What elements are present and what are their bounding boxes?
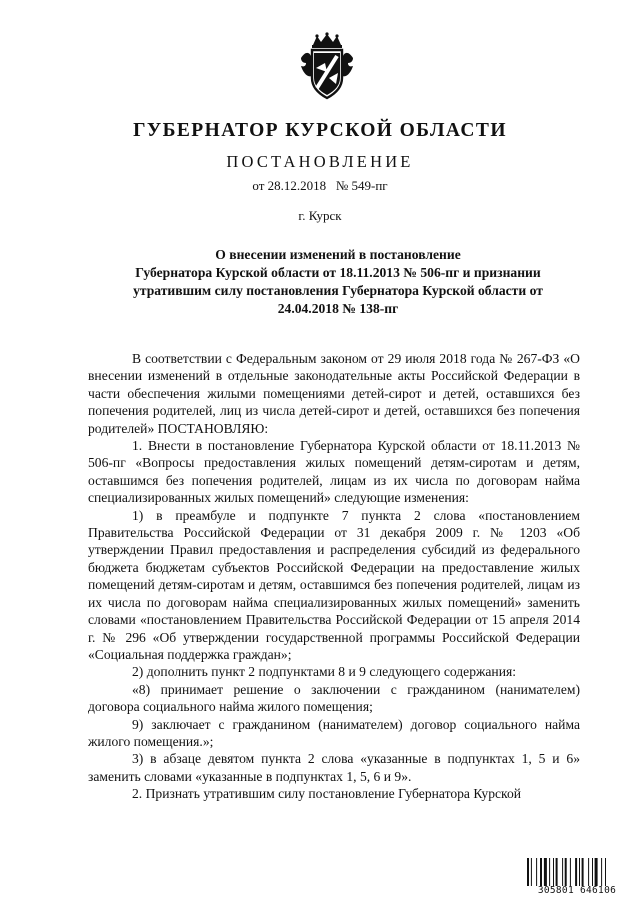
barcode-number: 305801 646106 [537,885,617,896]
body-paragraph: 1) в преамбуле и подпункте 7 пункта 2 слова «постановлением Правительства Российской Федерации от 31 декабря 2009 г. № 1203 «Об утверждении Правил предоставления и распределения субсидий из федерального бюджета бюджетам субъектов Российской Федерации на предоставление жилых помещений детям-сиротам и детям, оставшимся без попечения родителей, лицам из их числа по договорам найма специализированных жилых помещений» заменить словами «постановлением Правительства Российской Федерации от 15 апреля 2014 г. № 296 «Об утверждении государственной программы Российской Федерации «Социальная поддержка граждан»; [88,507,580,662]
coat-of-arms-icon [300,32,354,102]
document-type: ПОСТАНОВЛЕНИЕ [226,152,414,171]
body-paragraph: 1. Внести в постановление Губернатора Курской области от 18.11.2013 № 506-пг «Вопросы предоставления жилых помещений детям-сиротам и детям, оставшимся без попечения родителей, лицам из их числа по договорам найма специализированных жилых помещений» следующие изменения: [88,438,580,506]
document-title [96,246,580,318]
document-body [88,350,580,803]
body-paragraph: «8) принимает решение о заключении с гражданином (нанимателем) договора социального найма жилого помещения; [88,681,580,715]
body-paragraph: 2) дополнить пункт 2 подпунктами 8 и 9 следующего содержания: [132,664,517,680]
title-line: Губернатора Курской области от 18.11.2013 № 506-пг и признании [135,265,541,280]
barcode-icon [527,858,627,886]
issue-city: г. Курск [298,208,342,223]
barcode [527,858,627,896]
body-paragraph: 9) заключает с гражданином (нанимателем) договор социального найма жилого помещения.»; [88,716,580,749]
body-paragraph: 3) в абзаце девятом пункта 2 слова «указанные в подпунктах 1, 5 и 6» заменить словами «указанные в подпунктах 1, 5, 6 и 9». [88,751,580,784]
body-paragraph: 2. Признать утратившим силу постановление Губернатора Курской [132,786,522,802]
title-line: О внесении изменений в постановление [215,247,461,262]
issuing-authority: ГУБЕРНАТОР КУРСКОЙ ОБЛАСТИ [133,120,507,141]
title-line: 24.04.2018 № 138-пг [277,301,399,316]
document-date-number: от 28.12.2018 № 549-пг [252,178,388,193]
body-paragraph: В соответствии с Федеральным законом от 29 июля 2018 года № 267-ФЗ «О внесении изменений в отдельные законодательные акты Российской Федерации в части обеспечения жилыми помещениями детей-сирот и детей, оставшихся без попечения родителей, лиц из числа детей-сирот и детей, оставшихся без попечения родителей» ПОСТАНОВЛЯЮ: [88,351,580,436]
title-line: утратившим силу постановления Губернатора Курской области от [133,283,543,298]
